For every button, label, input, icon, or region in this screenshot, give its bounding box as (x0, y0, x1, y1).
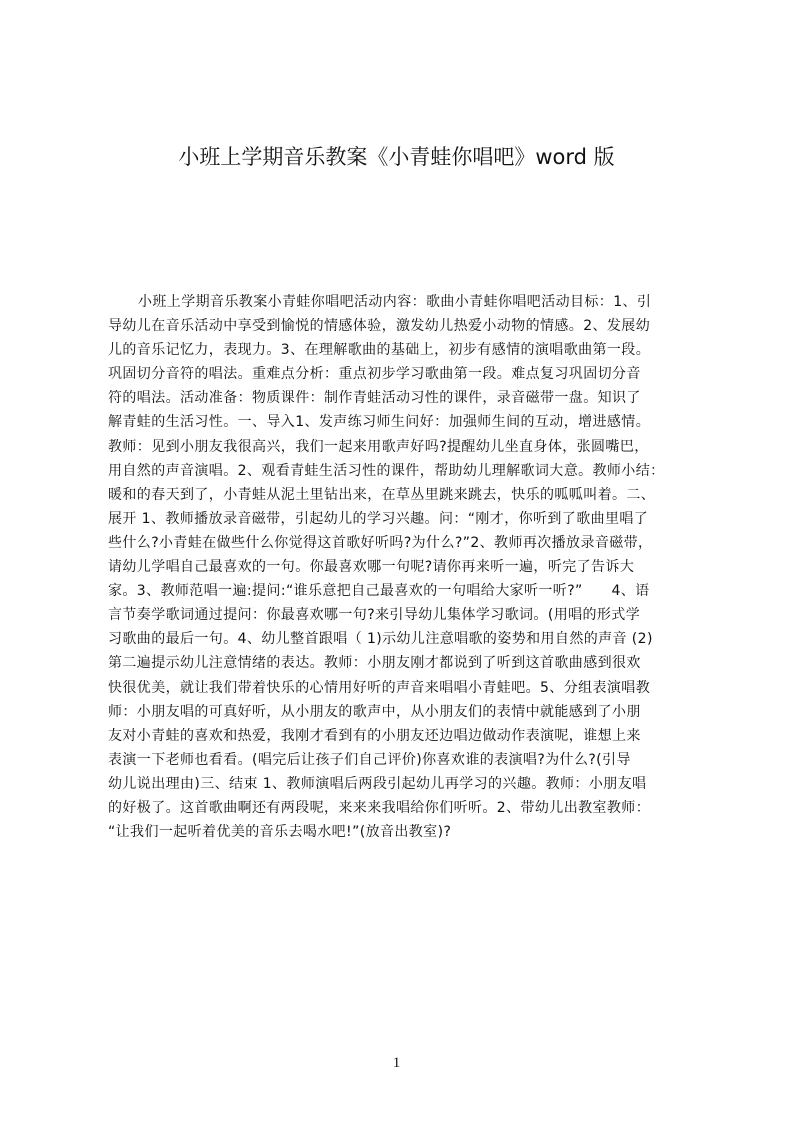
body-line: 小班上学期音乐教案小青蛙你唱吧活动内容：歌曲小青蛙你唱吧活动目标：1、引 (138, 294, 652, 310)
body-line: 习歌曲的最后一句。4、幼儿整首跟唱（ 1)示幼儿注意唱歌的姿势和用自然的声音 (2) (108, 631, 653, 648)
body-line: 第二遍提示幼儿注意情绪的表达。教师：小朋友刚才都说到了听到这首歌曲感到很欢 (108, 655, 641, 672)
body-line: 导幼儿在音乐活动中享受到愉悦的情感体验，激发幼儿热爱小动物的情感。2、发展幼 (108, 318, 651, 335)
body-line: 言节奏学歌词通过提问：你最喜欢哪一句?来引导幼儿集体学习歌词。(用唱的形式学 (108, 607, 641, 624)
document-body (108, 290, 700, 844)
body-line: 些什么?小青蛙在做些什么你觉得这首歌好听吗?为什么?”2、教师再次播放录音磁带， (108, 534, 653, 551)
body-line: 用自然的声音演唱。2、观看青蛙生活习性的课件，帮助幼儿理解歌词大意。教师小结： (108, 462, 665, 479)
body-line: 家。3、教师范唱一遍:提问:“谁乐意把自己最喜欢的一句唱给大家听一听?” 4、语 (108, 583, 650, 600)
body-line: 解青蛙的生活习性。一、导入1、发声练习师生问好：加强师生间的互动，增进感情。 (108, 414, 651, 431)
body-line: 符的唱法。活动准备：物质课件：制作青蛙活动习性的课件，录音磁带一盘。知识了 (108, 390, 641, 407)
body-line: 幼儿说出理由)三、结束 1、教师演唱后两段引起幼儿再学习的兴趣。教师：小朋友唱 (108, 775, 647, 792)
body-line: 的好极了。这首歌曲啊还有两段呢，来来来我唱给你们听听。2、带幼儿出教室教师： (108, 799, 651, 816)
body-line: 师：小朋友唱的可真好听，从小朋友的歌声中，从小朋友们的表情中就能感到了小朋 (108, 703, 641, 720)
body-line: 展开 1、教师播放录音磁带，引起幼儿的学习兴趣。问：“刚才，你听到了歌曲里唱了 (108, 510, 649, 527)
body-line: “让我们一起听着优美的音乐去喝水吧!”(放音出教室)? (108, 824, 452, 841)
body-line: 友对小青蛙的喜欢和热爱，我刚才看到有的小朋友还边唱边做动作表演呢，谁想上来 (108, 727, 641, 744)
body-line: 快很优美，就让我们带着快乐的心情用好听的声音来唱唱小青蛙吧。5、分组表演唱教 (108, 679, 651, 696)
body-line: 暖和的春天到了，小青蛙从泥土里钻出来，在草丛里跳来跳去，快乐的呱呱叫着。二、 (108, 486, 656, 503)
body-line: 儿的音乐记忆力，表现力。3、在理解歌曲的基础上，初步有感情的演唱歌曲第一段。 (108, 342, 651, 359)
body-line: 表演一下老师也看看。(唱完后让孩子们自己评价)你喜欢谁的表演唱?为什么?(引导 (108, 751, 631, 768)
body-line: 巩固切分音符的唱法。重难点分析：重点初步学习歌曲第一段。难点复习巩固切分音 (108, 366, 641, 383)
body-line: 教师：见到小朋友我很高兴，我们一起来用歌声好吗?提醒幼儿坐直身体，张圆嘴巴， (108, 438, 649, 455)
body-line: 请幼儿学唱自己最喜欢的一句。你最喜欢哪一句呢?请你再来听一遍，听完了告诉大 (108, 559, 635, 576)
document-title: 小班上学期音乐教案《小青蛙你唱吧》word 版 (178, 145, 615, 169)
page-number: 1 (392, 1055, 401, 1071)
